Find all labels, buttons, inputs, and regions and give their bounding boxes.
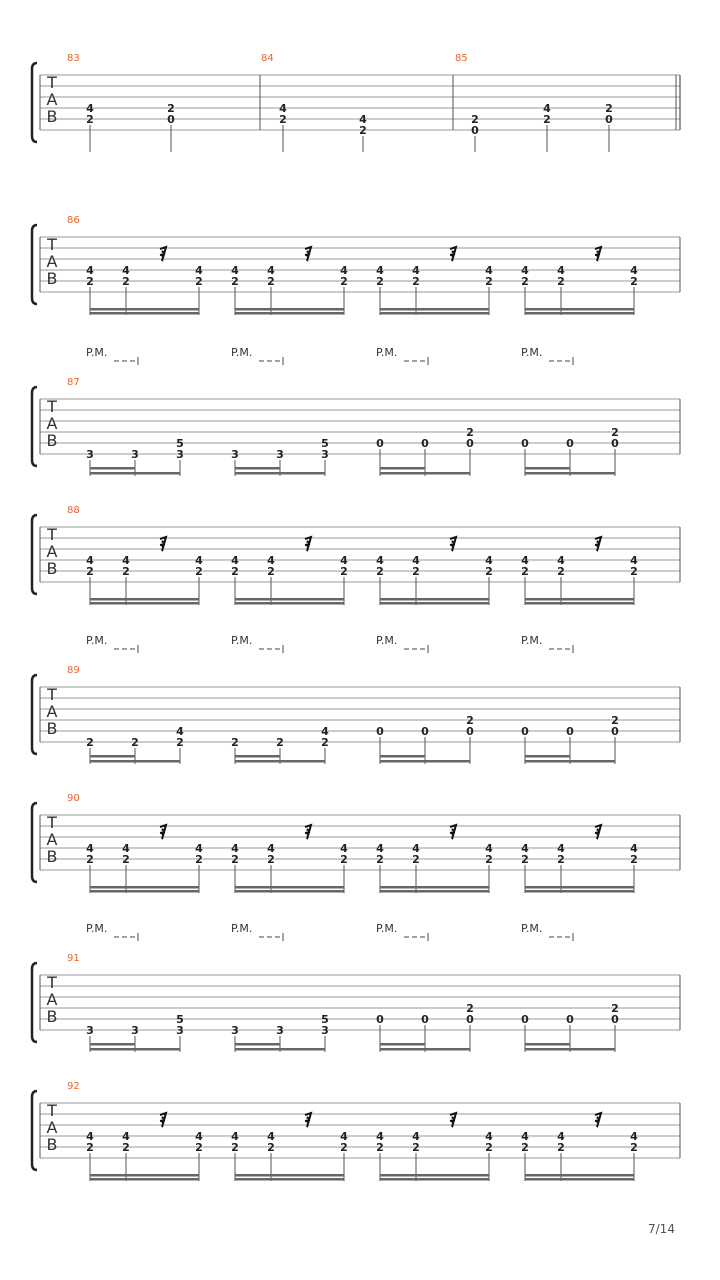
fret-number: 0 <box>466 1013 474 1026</box>
fret-number: 4 <box>485 264 493 277</box>
palm-mute-label: P.M. <box>521 346 543 359</box>
system-bracket <box>32 515 37 594</box>
beam <box>235 755 280 758</box>
tab-clef-t: T <box>47 73 57 92</box>
system-bracket <box>32 63 37 142</box>
fret-number: 2 <box>485 565 493 578</box>
fret-number: 4 <box>195 264 203 277</box>
fret-number: 4 <box>376 1130 384 1143</box>
fret-number: 4 <box>543 102 551 115</box>
fret-number: 4 <box>195 842 203 855</box>
fret-number: 4 <box>630 264 638 277</box>
fret-number: 2 <box>630 565 638 578</box>
fret-number: 2 <box>340 1141 348 1154</box>
fret-number: 4 <box>412 264 420 277</box>
tab-clef-b: B <box>46 269 58 288</box>
fret-number: 4 <box>340 842 348 855</box>
fret-number: 4 <box>557 264 565 277</box>
fret-number: 0 <box>611 1013 619 1026</box>
palm-mute-label: P.M. <box>231 922 253 935</box>
beam <box>380 760 470 763</box>
sixteenth-rest: 𝄿 <box>449 532 457 556</box>
fret-number: 0 <box>421 1013 429 1026</box>
fret-number: 0 <box>566 725 574 738</box>
fret-number: 2 <box>521 565 529 578</box>
beam <box>380 755 425 758</box>
fret-number: 2 <box>231 853 239 866</box>
system-bracket <box>32 675 37 754</box>
fret-number: 3 <box>131 1024 139 1037</box>
fret-number: 2 <box>543 113 551 126</box>
fret-number: 4 <box>521 554 529 567</box>
fret-number: 2 <box>86 113 94 126</box>
beam <box>380 602 489 605</box>
fret-number: 4 <box>340 554 348 567</box>
beam <box>380 467 425 470</box>
fret-number: 4 <box>195 554 203 567</box>
fret-number: 4 <box>630 1130 638 1143</box>
system-bracket <box>32 803 37 882</box>
fret-number: 2 <box>376 1141 384 1154</box>
fret-number: 2 <box>412 1141 420 1154</box>
fret-number: 2 <box>122 275 130 288</box>
fret-number: 2 <box>86 736 94 749</box>
fret-number: 0 <box>421 437 429 450</box>
fret-number: 2 <box>279 113 287 126</box>
beam <box>380 472 470 475</box>
fret-number: 4 <box>231 842 239 855</box>
tab-clef-a: A <box>46 414 58 433</box>
beam <box>525 1174 634 1177</box>
fret-number: 4 <box>122 264 130 277</box>
fret-number: 2 <box>231 1141 239 1154</box>
tab-clef-t: T <box>47 525 57 544</box>
fret-number: 0 <box>566 1013 574 1026</box>
fret-number: 2 <box>86 1141 94 1154</box>
fret-number: 4 <box>521 842 529 855</box>
beam <box>525 308 634 311</box>
fret-number: 4 <box>521 1130 529 1143</box>
fret-number: 5 <box>321 437 329 450</box>
beam <box>90 760 180 763</box>
fret-number: 4 <box>321 725 329 738</box>
measure-number: 85 <box>455 53 468 64</box>
measure-number: 87 <box>67 377 80 388</box>
beam <box>525 755 570 758</box>
beam <box>525 467 570 470</box>
fret-number: 3 <box>321 448 329 461</box>
tab-clef-b: B <box>46 107 58 126</box>
fret-number: 0 <box>611 437 619 450</box>
fret-number: 0 <box>471 124 479 137</box>
beam <box>380 1048 470 1051</box>
fret-number: 2 <box>611 714 619 727</box>
fret-number: 2 <box>485 853 493 866</box>
fret-number: 4 <box>86 264 94 277</box>
fret-number: 3 <box>86 448 94 461</box>
tab-clef-b: B <box>46 1135 58 1154</box>
system-bracket <box>32 225 37 304</box>
beam <box>90 1178 199 1181</box>
fret-number: 2 <box>630 275 638 288</box>
fret-number: 4 <box>557 1130 565 1143</box>
sixteenth-rest: 𝄿 <box>159 532 167 556</box>
fret-number: 4 <box>122 842 130 855</box>
fret-number: 2 <box>466 1002 474 1015</box>
fret-number: 0 <box>521 437 529 450</box>
fret-number: 2 <box>176 736 184 749</box>
fret-number: 2 <box>412 565 420 578</box>
fret-number: 4 <box>86 1130 94 1143</box>
tab-clef-a: A <box>46 702 58 721</box>
beam <box>235 312 344 315</box>
fret-number: 3 <box>231 1024 239 1037</box>
fret-number: 4 <box>485 554 493 567</box>
beam <box>235 1043 280 1046</box>
sixteenth-rest: 𝄿 <box>594 820 602 844</box>
fret-number: 2 <box>167 102 175 115</box>
beam <box>235 886 344 889</box>
tab-clef-a: A <box>46 990 58 1009</box>
fret-number: 4 <box>267 554 275 567</box>
beam <box>90 1048 180 1051</box>
beam <box>380 598 489 601</box>
beam <box>525 472 615 475</box>
fret-number: 4 <box>340 264 348 277</box>
fret-number: 0 <box>611 725 619 738</box>
fret-number: 2 <box>521 275 529 288</box>
fret-number: 4 <box>122 554 130 567</box>
sixteenth-rest: 𝄿 <box>449 820 457 844</box>
beam <box>90 890 199 893</box>
sixteenth-rest: 𝄿 <box>449 1108 457 1132</box>
beam <box>90 312 199 315</box>
measure-number: 84 <box>261 53 274 64</box>
beam <box>235 602 344 605</box>
fret-number: 0 <box>466 437 474 450</box>
fret-number: 4 <box>340 1130 348 1143</box>
beam <box>525 312 634 315</box>
sixteenth-rest: 𝄿 <box>304 820 312 844</box>
fret-number: 0 <box>376 1013 384 1026</box>
tab-clef-t: T <box>47 685 57 704</box>
fret-number: 2 <box>86 565 94 578</box>
fret-number: 4 <box>376 264 384 277</box>
beam <box>235 1178 344 1181</box>
fret-number: 4 <box>412 554 420 567</box>
fret-number: 2 <box>231 565 239 578</box>
tab-clef-b: B <box>46 719 58 738</box>
fret-number: 4 <box>231 554 239 567</box>
fret-number: 2 <box>195 853 203 866</box>
fret-number: 2 <box>557 853 565 866</box>
fret-number: 2 <box>557 565 565 578</box>
fret-number: 4 <box>630 554 638 567</box>
palm-mute-label: P.M. <box>521 922 543 935</box>
tab-clef-a: A <box>46 542 58 561</box>
tab-clef-b: B <box>46 847 58 866</box>
beam <box>235 1174 344 1177</box>
palm-mute-label: P.M. <box>86 922 108 935</box>
fret-number: 2 <box>557 275 565 288</box>
beam <box>235 598 344 601</box>
fret-number: 4 <box>86 842 94 855</box>
beam <box>380 308 489 311</box>
fret-number: 4 <box>485 842 493 855</box>
measure-number: 89 <box>67 665 80 676</box>
fret-number: 5 <box>321 1013 329 1026</box>
fret-number: 2 <box>122 565 130 578</box>
tab-clef-t: T <box>47 973 57 992</box>
palm-mute-label: P.M. <box>86 634 108 647</box>
fret-number: 2 <box>86 853 94 866</box>
measure-number: 86 <box>67 215 80 226</box>
tab-clef-a: A <box>46 90 58 109</box>
fret-number: 4 <box>122 1130 130 1143</box>
fret-number: 2 <box>122 853 130 866</box>
palm-mute-label: P.M. <box>231 346 253 359</box>
fret-number: 2 <box>267 565 275 578</box>
sixteenth-rest: 𝄿 <box>304 242 312 266</box>
fret-number: 0 <box>566 437 574 450</box>
sixteenth-rest: 𝄿 <box>304 1108 312 1132</box>
tab-clef-b: B <box>46 559 58 578</box>
system-bracket <box>32 963 37 1042</box>
fret-number: 2 <box>122 1141 130 1154</box>
fret-number: 2 <box>557 1141 565 1154</box>
fret-number: 0 <box>605 113 613 126</box>
fret-number: 2 <box>466 426 474 439</box>
system-bracket <box>32 387 37 466</box>
tab-clef-a: A <box>46 830 58 849</box>
tab-clef-a: A <box>46 1118 58 1137</box>
fret-number: 2 <box>195 1141 203 1154</box>
fret-number: 2 <box>340 853 348 866</box>
palm-mute-label: P.M. <box>376 346 398 359</box>
fret-number: 2 <box>267 1141 275 1154</box>
beam <box>525 1043 570 1046</box>
fret-number: 4 <box>231 264 239 277</box>
beam <box>90 1174 199 1177</box>
beam <box>525 598 634 601</box>
palm-mute-label: P.M. <box>86 346 108 359</box>
beam <box>525 886 634 889</box>
fret-number: 2 <box>195 275 203 288</box>
fret-number: 2 <box>340 565 348 578</box>
fret-number: 2 <box>485 275 493 288</box>
fret-number: 2 <box>267 853 275 866</box>
fret-number: 4 <box>412 1130 420 1143</box>
palm-mute-label: P.M. <box>521 634 543 647</box>
fret-number: 0 <box>376 725 384 738</box>
beam <box>235 1048 325 1051</box>
beam <box>235 467 280 470</box>
fret-number: 4 <box>86 554 94 567</box>
fret-number: 4 <box>521 264 529 277</box>
fret-number: 3 <box>176 448 184 461</box>
beam <box>90 598 199 601</box>
beam <box>525 1178 634 1181</box>
fret-number: 2 <box>412 853 420 866</box>
tab-clef-b: B <box>46 431 58 450</box>
beam <box>90 886 199 889</box>
sixteenth-rest: 𝄿 <box>159 1108 167 1132</box>
sixteenth-rest: 𝄿 <box>594 242 602 266</box>
beam <box>90 308 199 311</box>
beam <box>90 755 135 758</box>
fret-number: 2 <box>340 275 348 288</box>
fret-number: 3 <box>276 1024 284 1037</box>
fret-number: 4 <box>267 842 275 855</box>
fret-number: 3 <box>231 448 239 461</box>
beam <box>90 1043 135 1046</box>
fret-number: 4 <box>267 264 275 277</box>
beam <box>525 890 634 893</box>
fret-number: 0 <box>521 725 529 738</box>
beam <box>90 602 199 605</box>
fret-number: 4 <box>359 113 367 126</box>
sixteenth-rest: 𝄿 <box>159 820 167 844</box>
sixteenth-rest: 𝄿 <box>449 242 457 266</box>
fret-number: 4 <box>412 842 420 855</box>
fret-number: 0 <box>521 1013 529 1026</box>
beam <box>380 890 489 893</box>
fret-number: 5 <box>176 437 184 450</box>
palm-mute-label: P.M. <box>376 634 398 647</box>
fret-number: 5 <box>176 1013 184 1026</box>
fret-number: 2 <box>412 275 420 288</box>
palm-mute-label: P.M. <box>376 922 398 935</box>
fret-number: 3 <box>86 1024 94 1037</box>
beam <box>380 886 489 889</box>
beam <box>380 1178 489 1181</box>
fret-number: 2 <box>359 124 367 137</box>
fret-number: 4 <box>557 842 565 855</box>
fret-number: 2 <box>630 1141 638 1154</box>
fret-number: 3 <box>321 1024 329 1037</box>
beam <box>90 472 180 475</box>
fret-number: 0 <box>167 113 175 126</box>
fret-number: 2 <box>195 565 203 578</box>
fret-number: 2 <box>376 853 384 866</box>
measure-number: 83 <box>67 53 80 64</box>
beam <box>525 760 615 763</box>
tab-clef-a: A <box>46 252 58 271</box>
tab-clef-t: T <box>47 813 57 832</box>
measure-number: 88 <box>67 505 80 516</box>
fret-number: 3 <box>176 1024 184 1037</box>
fret-number: 2 <box>611 1002 619 1015</box>
system-bracket <box>32 1091 37 1170</box>
page-number: 7/14 <box>648 1222 675 1236</box>
fret-number: 2 <box>86 275 94 288</box>
fret-number: 2 <box>267 275 275 288</box>
fret-number: 2 <box>231 275 239 288</box>
fret-number: 2 <box>471 113 479 126</box>
fret-number: 4 <box>376 842 384 855</box>
beam <box>235 760 325 763</box>
beam <box>235 890 344 893</box>
fret-number: 4 <box>195 1130 203 1143</box>
fret-number: 3 <box>276 448 284 461</box>
fret-number: 2 <box>521 853 529 866</box>
fret-number: 4 <box>86 102 94 115</box>
fret-number: 2 <box>321 736 329 749</box>
beam <box>380 312 489 315</box>
fret-number: 0 <box>421 725 429 738</box>
beam <box>90 467 135 470</box>
palm-mute-label: P.M. <box>231 634 253 647</box>
fret-number: 2 <box>376 275 384 288</box>
sixteenth-rest: 𝄿 <box>594 532 602 556</box>
sixteenth-rest: 𝄿 <box>304 532 312 556</box>
measure-number: 90 <box>67 793 80 804</box>
fret-number: 2 <box>521 1141 529 1154</box>
fret-number: 2 <box>611 426 619 439</box>
fret-number: 2 <box>131 736 139 749</box>
beam <box>235 472 325 475</box>
tab-clef-b: B <box>46 1007 58 1026</box>
fret-number: 2 <box>276 736 284 749</box>
measure-number: 91 <box>67 953 80 964</box>
measure-number: 92 <box>67 1081 80 1092</box>
fret-number: 2 <box>376 565 384 578</box>
beam <box>525 1048 615 1051</box>
beam <box>525 602 634 605</box>
fret-number: 2 <box>485 1141 493 1154</box>
fret-number: 4 <box>557 554 565 567</box>
fret-number: 4 <box>630 842 638 855</box>
tab-clef-t: T <box>47 235 57 254</box>
tab-clef-t: T <box>47 397 57 416</box>
fret-number: 2 <box>466 714 474 727</box>
beam <box>380 1174 489 1177</box>
fret-number: 2 <box>605 102 613 115</box>
fret-number: 4 <box>267 1130 275 1143</box>
fret-number: 4 <box>231 1130 239 1143</box>
fret-number: 4 <box>279 102 287 115</box>
sixteenth-rest: 𝄿 <box>159 242 167 266</box>
fret-number: 3 <box>131 448 139 461</box>
beam <box>235 308 344 311</box>
fret-number: 4 <box>176 725 184 738</box>
fret-number: 4 <box>376 554 384 567</box>
fret-number: 0 <box>466 725 474 738</box>
fret-number: 0 <box>376 437 384 450</box>
fret-number: 2 <box>231 736 239 749</box>
fret-number: 4 <box>485 1130 493 1143</box>
sixteenth-rest: 𝄿 <box>594 1108 602 1132</box>
tab-clef-t: T <box>47 1101 57 1120</box>
fret-number: 2 <box>630 853 638 866</box>
beam <box>380 1043 425 1046</box>
